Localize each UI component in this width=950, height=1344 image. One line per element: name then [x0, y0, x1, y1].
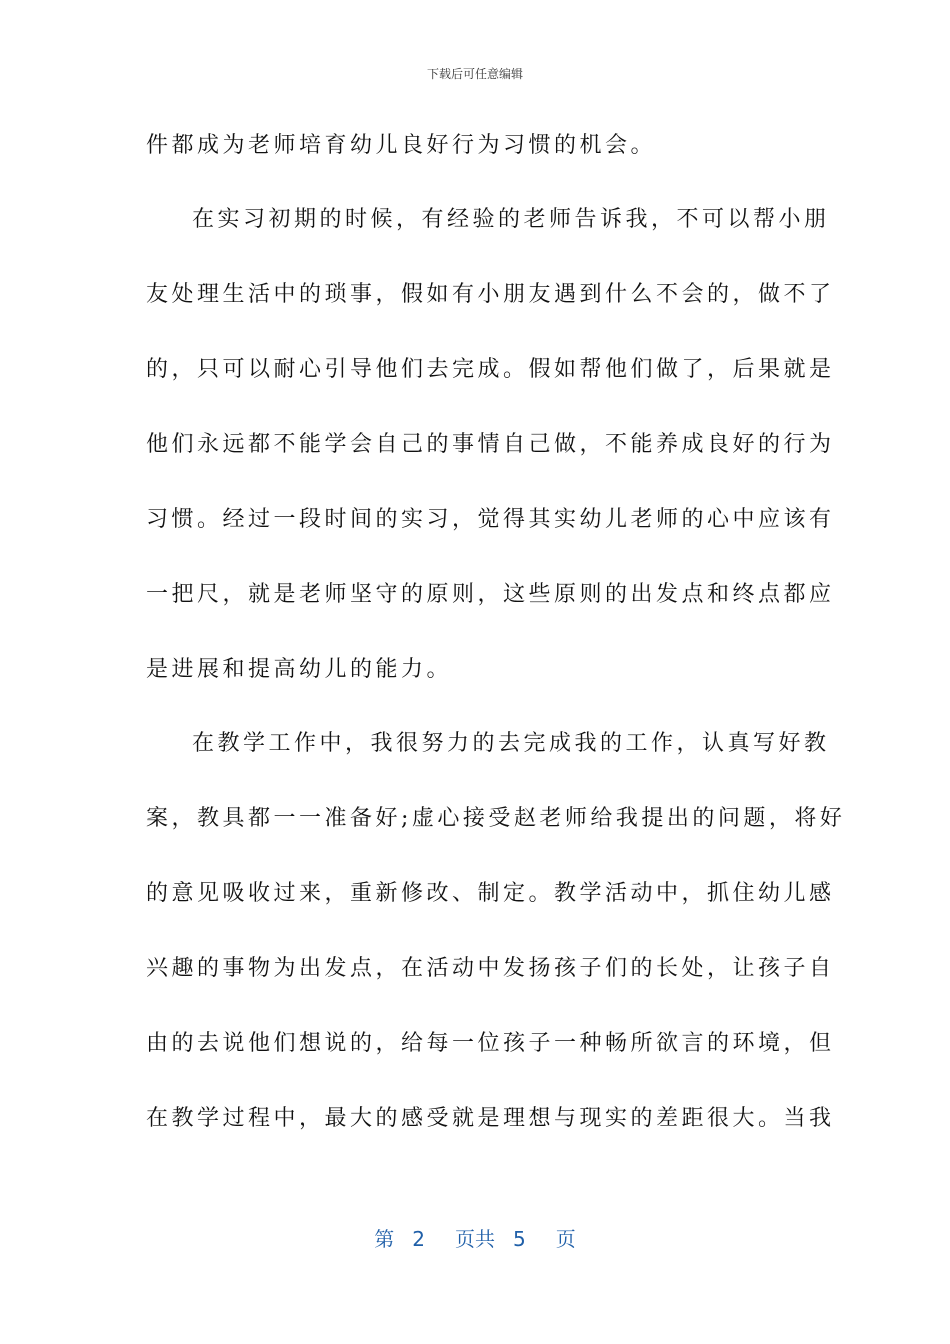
- text-line: 友处理生活中的琐事，假如有小朋友遇到什么不会的，做不了: [146, 282, 835, 307]
- text-line: 是进展和提高幼儿的能力。: [146, 657, 453, 682]
- text-line: 一把尺，就是老师坚守的原则，这些原则的出发点和终点都应: [146, 582, 835, 607]
- page-header: 下载后可任意编辑: [426, 67, 523, 81]
- text-line: 的意见吸收过来，重新修改、制定。教学活动中，抓住幼儿感: [146, 881, 835, 906]
- text-line: 兴趣的事物为出发点，在活动中发扬孩子们的长处，让孩子自: [146, 956, 835, 981]
- text-line: 习惯。经过一段时间的实习，觉得其实幼儿老师的心中应该有: [146, 507, 835, 532]
- total-pages-number: 5: [513, 1227, 526, 1251]
- text-line: 他们永远都不能学会自己的事情自己做，不能养成良好的行为: [146, 432, 835, 457]
- text-line: 在教学工作中，我很努力的去完成我的工作，认真写好教: [192, 731, 830, 756]
- text-line: 在教学过程中，最大的感受就是理想与现实的差距很大。当我: [146, 1106, 835, 1131]
- text-line: 件都成为老师培育幼儿良好行为习惯的机会。: [146, 133, 657, 158]
- text-line: 在实习初期的时候，有经验的老师告诉我，不可以帮小朋: [192, 207, 830, 232]
- current-page-number: 2: [412, 1227, 425, 1251]
- text-line: 由的去说他们想说的，给每一位孩子一种畅所欲言的环境，但: [146, 1031, 835, 1056]
- footer-label-di: 第: [374, 1227, 395, 1251]
- text-line: 案，教具都一一准备好;虚心接受赵老师给我提出的问题，将好: [146, 806, 846, 831]
- page-footer: [0, 1226, 950, 1252]
- footer-label-ye: 页: [555, 1227, 576, 1251]
- text-line: 的，只可以耐心引导他们去完成。假如帮他们做了，后果就是: [146, 357, 835, 382]
- footer-label-ye-gong: 页共: [455, 1227, 495, 1251]
